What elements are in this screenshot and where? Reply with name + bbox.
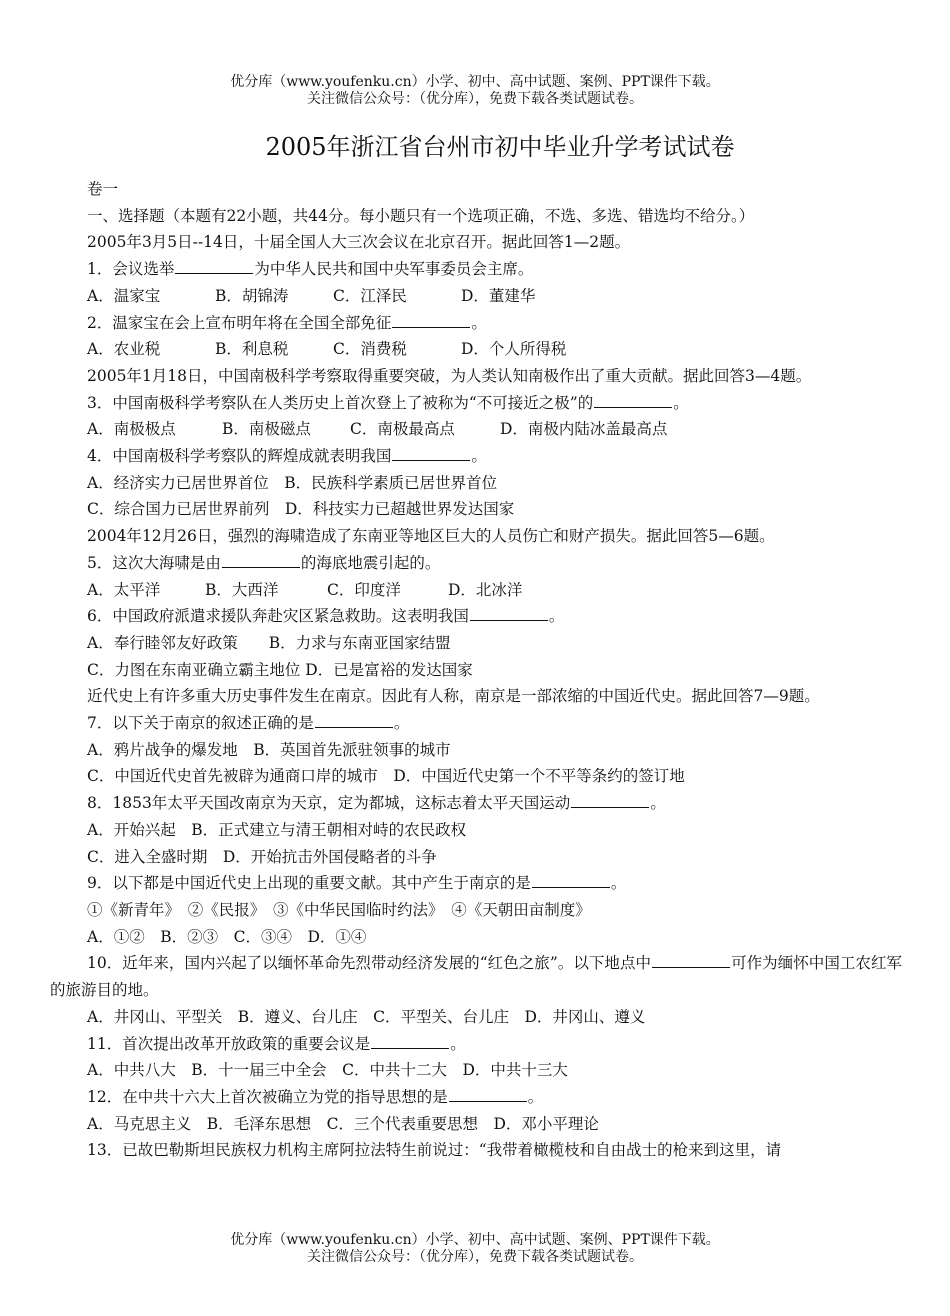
context-3: 2004年12月26日，强烈的海啸造成了东南亚等地区巨大的人员伤亡和财产损失。据此回答5—6题。 — [87, 527, 775, 546]
answer-blank[interactable] — [371, 1034, 449, 1049]
answer-blank[interactable] — [315, 713, 393, 728]
question-9-documents: ①《新青年》 ②《民报》 ③《中华民国临时约法》 ④《天朝田亩制度》 — [87, 900, 591, 919]
question-10: 10．近年来，国内兴起了以缅怀革命先烈带动经济发展的“红色之旅”。以下地点中 可作为缅怀中国工农红军的旅游目的地。 — [50, 954, 902, 1000]
question-4: 4．中国南极科学考察队的辉煌成就表明我国 。 — [87, 447, 487, 466]
answer-blank[interactable] — [449, 1087, 527, 1102]
option-c[interactable]: C．江泽民 — [333, 286, 407, 305]
option-a[interactable]: A．农业税 — [87, 340, 161, 359]
answer-blank[interactable] — [175, 259, 253, 274]
question-11-options: A．中共八大 B．十一届三中全会 C．中共十二大 D．中共十三大 — [87, 1061, 568, 1080]
question-1: 1．会议选举 为中华人民共和国中央军事委员会主席。 — [87, 260, 534, 279]
question-10-options: A．井冈山、平型关 B．遵义、台儿庄 C．平型关、台儿庄 D．井冈山、遵义 — [87, 1007, 646, 1026]
option-b[interactable]: B．南极磁点 — [222, 420, 311, 439]
option-c[interactable]: C．印度洋 — [327, 580, 401, 599]
option-c[interactable]: C．消费税 — [333, 340, 407, 359]
answer-blank[interactable] — [652, 953, 730, 968]
question-7: 7．以下关于南京的叙述正确的是 。 — [87, 714, 410, 733]
header-line-1: 优分库（www.youfenku.cn）小学、初中、高中试题、案例、PPT课件下载。 — [230, 74, 720, 90]
exam-title: 2005年浙江省台州市初中毕业升学考试试卷 — [265, 133, 735, 161]
option-c[interactable]: C．南极最高点 — [350, 420, 455, 439]
question-4-options-row-2: C．综合国力已居世界前列 D．科技实力已超越世界发达国家 — [87, 500, 515, 519]
instructions: 一、选择题（本题有22小题，共44分。每小题只有一个选项正确，不选、多选、错选均不给分。） — [87, 206, 755, 225]
page-header — [0, 74, 950, 108]
question-12: 12．在中共十六大上首次被确立为党的指导思想的是 。 — [87, 1087, 544, 1106]
question-8-options-row-2: C．进入全盛时期 D．开始抗击外国侵略者的斗争 — [87, 847, 437, 866]
section-label: 卷一 — [87, 180, 119, 198]
question-8: 8．1853年太平天国改南京为天京，定为都城，这标志着太平天国运动 。 — [87, 794, 666, 813]
exam-content — [50, 176, 902, 1164]
option-b[interactable]: B．大西洋 — [205, 580, 279, 599]
answer-blank[interactable] — [594, 393, 672, 408]
option-a[interactable]: A．温家宝 — [87, 286, 161, 305]
question-7-options-row-1: A．鸦片战争的爆发地 B．英国首先派驻领事的城市 — [87, 740, 451, 759]
header-line-2: 关注微信公众号：（优分库），免费下载各类试题试卷。 — [307, 91, 643, 107]
question-1-options — [50, 283, 902, 310]
answer-blank[interactable] — [532, 873, 610, 888]
answer-blank[interactable] — [392, 446, 470, 461]
question-11: 11．首次提出改革开放政策的重要会议是 。 — [87, 1034, 466, 1053]
question-3: 3．中国南极科学考察队在人类历史上首次登上了被称为“不可接近之极”的 。 — [87, 393, 689, 412]
context-1: 2005年3月5日--14日，十届全国人大三次会议在北京召开。据此回答1—2题。 — [87, 233, 631, 252]
footer-line-1: 优分库（www.youfenku.cn）小学、初中、高中试题、案例、PPT课件下载。 — [230, 1232, 720, 1248]
question-5: 5．这次大海啸是由 的海底地震引起的。 — [87, 553, 441, 572]
option-b[interactable]: B．利息税 — [215, 340, 289, 359]
answer-blank[interactable] — [571, 793, 649, 808]
question-2: 2．温家宝在会上宣布明年将在全国全部免征 。 — [87, 313, 487, 332]
question-6: 6．中国政府派遣求援队奔赴灾区紧急救助。这表明我国 。 — [87, 607, 565, 626]
question-9: 9．以下都是中国近代史上出现的重要文献。其中产生于南京的是 。 — [87, 874, 627, 893]
option-b[interactable]: B．胡锦涛 — [215, 286, 289, 305]
question-6-options-row-1: A．奉行睦邻友好政策 B．力求与东南亚国家结盟 — [87, 633, 451, 652]
context-2: 2005年1月18日，中国南极科学考察取得重要突破，为人类认知南极作出了重大贡献。据此回答3—4题。 — [87, 366, 812, 385]
question-3-options — [50, 416, 902, 443]
question-4-options-row-1: A．经济实力已居世界首位 B．民族科学素质已居世界首位 — [87, 473, 498, 492]
option-d[interactable]: D．个人所得税 — [461, 340, 567, 359]
question-5-options — [50, 577, 902, 604]
page-footer — [0, 1232, 950, 1266]
option-a[interactable]: A．太平洋 — [87, 580, 161, 599]
answer-blank[interactable] — [470, 606, 548, 621]
answer-blank[interactable] — [222, 553, 300, 568]
option-d[interactable]: D．南极内陆冰盖最高点 — [500, 420, 668, 439]
question-2-options — [50, 336, 902, 363]
option-d[interactable]: D．董建华 — [461, 286, 536, 305]
question-6-options-row-2: C．力图在东南亚确立霸主地位 D．已是富裕的发达国家 — [87, 660, 473, 679]
answer-blank[interactable] — [392, 313, 470, 328]
question-12-options: A．马克思主义 B．毛泽东思想 C．三个代表重要思想 D．邓小平理论 — [87, 1114, 599, 1133]
context-4: 近代史上有许多重大历史事件发生在南京。因此有人称，南京是一部浓缩的中国近代史。据此回答7—9题。 — [87, 687, 820, 706]
option-a[interactable]: A．南极极点 — [87, 420, 176, 439]
footer-line-2: 关注微信公众号：（优分库），免费下载各类试题试卷。 — [307, 1249, 643, 1265]
question-8-options-row-1: A．开始兴起 B．正式建立与清王朝相对峙的农民政权 — [87, 820, 467, 839]
option-d[interactable]: D．北冰洋 — [448, 580, 523, 599]
question-13: 13．已故巴勒斯坦民族权力机构主席阿拉法特生前说过：“我带着橄榄枝和自由战士的枪来到这里，请 — [87, 1141, 782, 1160]
question-7-options-row-2: C．中国近代史首先被辟为通商口岸的城市 D．中国近代史第一个不平等条约的签订地 — [87, 767, 685, 786]
question-9-options: A．①② B．②③ C．③④ D．①④ — [87, 927, 367, 946]
